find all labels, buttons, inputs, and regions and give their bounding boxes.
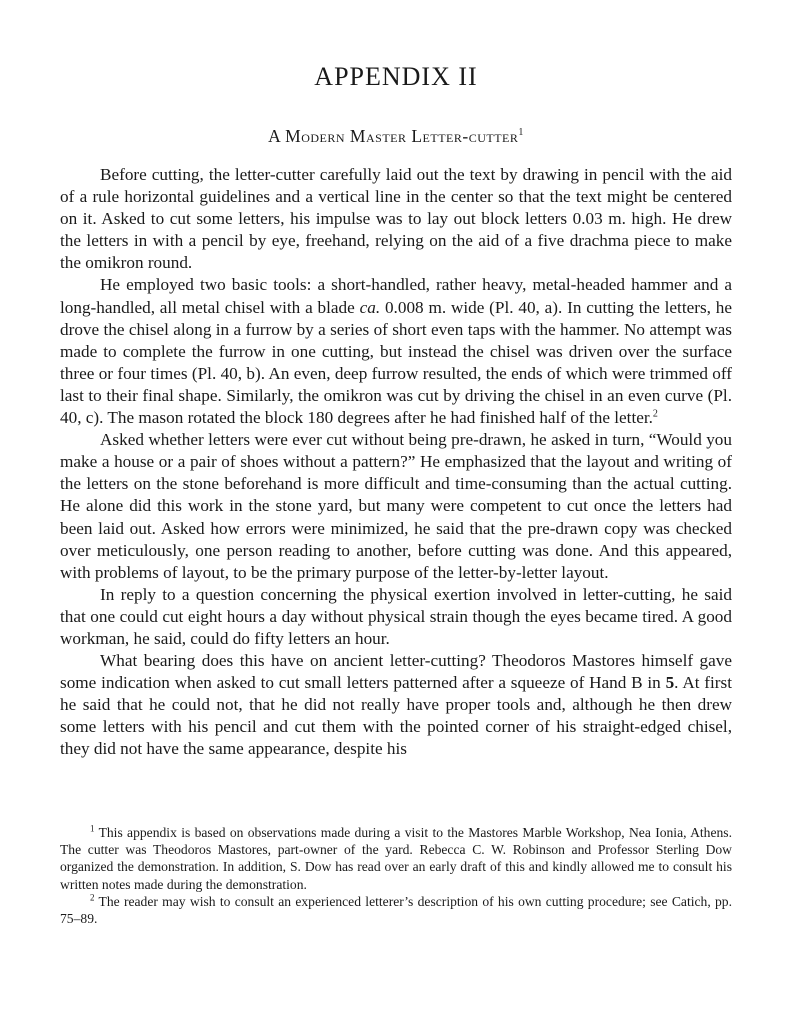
paragraph-2 [60, 274, 732, 429]
footnotes [60, 824, 732, 927]
paragraph-5-bold-5: 5 [665, 673, 675, 693]
appendix-title: APPENDIX II [314, 62, 478, 91]
footnote-1 [60, 824, 732, 893]
paragraph-3: Asked whether letters were ever cut without being pre-drawn, he asked in turn, “Would you make a house or a pair of shoes without a pattern?” He emphasized that the layout and writing of the letters on the stone beforehand is more difficult and time-consuming than the actual cutting. He alone did this work in the stone yard, but many were competent to cut once the letters had been laid out. Asked how errors were minimized, he said that the pre-drawn copy was checked over meticulously, one person reading to another, before cutting was done. And this appeared, with problems of layout, to be the primary purpose of the letter-by-letter layout. [60, 430, 732, 582]
footnote-2-number: 2 [90, 892, 95, 903]
paragraph-5 [60, 650, 732, 760]
footnote-ref-2: 2 [652, 408, 658, 420]
footnote-ref-1: 1 [518, 127, 524, 139]
paragraph-4: In reply to a question concerning the physical exertion involved in letter-cutting, he said that one could cut eight hours a day without physical strain though the eyes became tired. A good workman, he said, could do fifty letters an hour. [60, 584, 732, 648]
section-title-text: A Modern Master Letter-cutter [268, 126, 519, 146]
footnote-1-text: This appendix is based on observations made during a visit to the Mastores Marble Workshop, Nea Ionia, Athens. The cutter was Theodoros Mastores, part-owner of the yard. Rebecca C. W. Robinson and Professor Sterling Dow organized the demonstration. In addition, S. Dow has read over an early draft of this and kindly allowed me to consult his written notes made during the demonstration. [60, 825, 732, 892]
footnote-2-text: The reader may wish to consult an experienced letterer’s description of his own cutting procedure; see Catich, pp. 75–89. [60, 893, 732, 927]
paragraph-5-part-a: What bearing does this have on ancient letter-cutting? Theodoros Mastores himself gave some indication when asked to cut small letters patterned after a squeeze of Hand B in [60, 651, 732, 693]
section-title [60, 126, 732, 147]
paragraph-2-part-b: 0.008 m. wide (Pl. 40, a). In cutting the letters, he drove the chisel along in a furrow by a series of short even taps with the hammer. No attempt was made to complete the furrow in one cutting, but instead the chisel was driven over the surface three or four times (Pl. 40, b). An even, deep furrow resulted, the ends of which were trimmed off last to their final shape. Similarly, the omikron was cut by driving the chisel in an even curve (Pl. 40, c). The mason rotated the block 180 degrees after he had finished half of the letter. [60, 297, 732, 428]
body-text [60, 164, 732, 761]
paragraph-1: Before cutting, the letter-cutter carefully laid out the text by drawing in pencil with the aid of a rule horizontal guidelines and a vertical line in the center so that the text might be centered on it. Asked to cut some letters, his impulse was to lay out block letters 0.03 m. high. He drew the letters in with a pencil by eye, freehand, relying on the aid of a five drachma piece to make the omikron round. [60, 165, 732, 273]
footnote-2 [60, 893, 732, 927]
footnote-1-number: 1 [90, 823, 95, 834]
paragraph-2-part-a: He employed two basic tools: a short-handled, rather heavy, metal-headed hammer and a long-handled, all metal chisel with a blade [60, 275, 732, 317]
paragraph-2-ca: ca. [359, 297, 381, 317]
paragraph-5-part-b: . At first he said that he could not, that he did not really have proper tools and, although he then drew some letters with his pencil and cut them with the pointed corner of his straight-edged chisel, they did not have the same appearance, despite his [60, 673, 732, 759]
